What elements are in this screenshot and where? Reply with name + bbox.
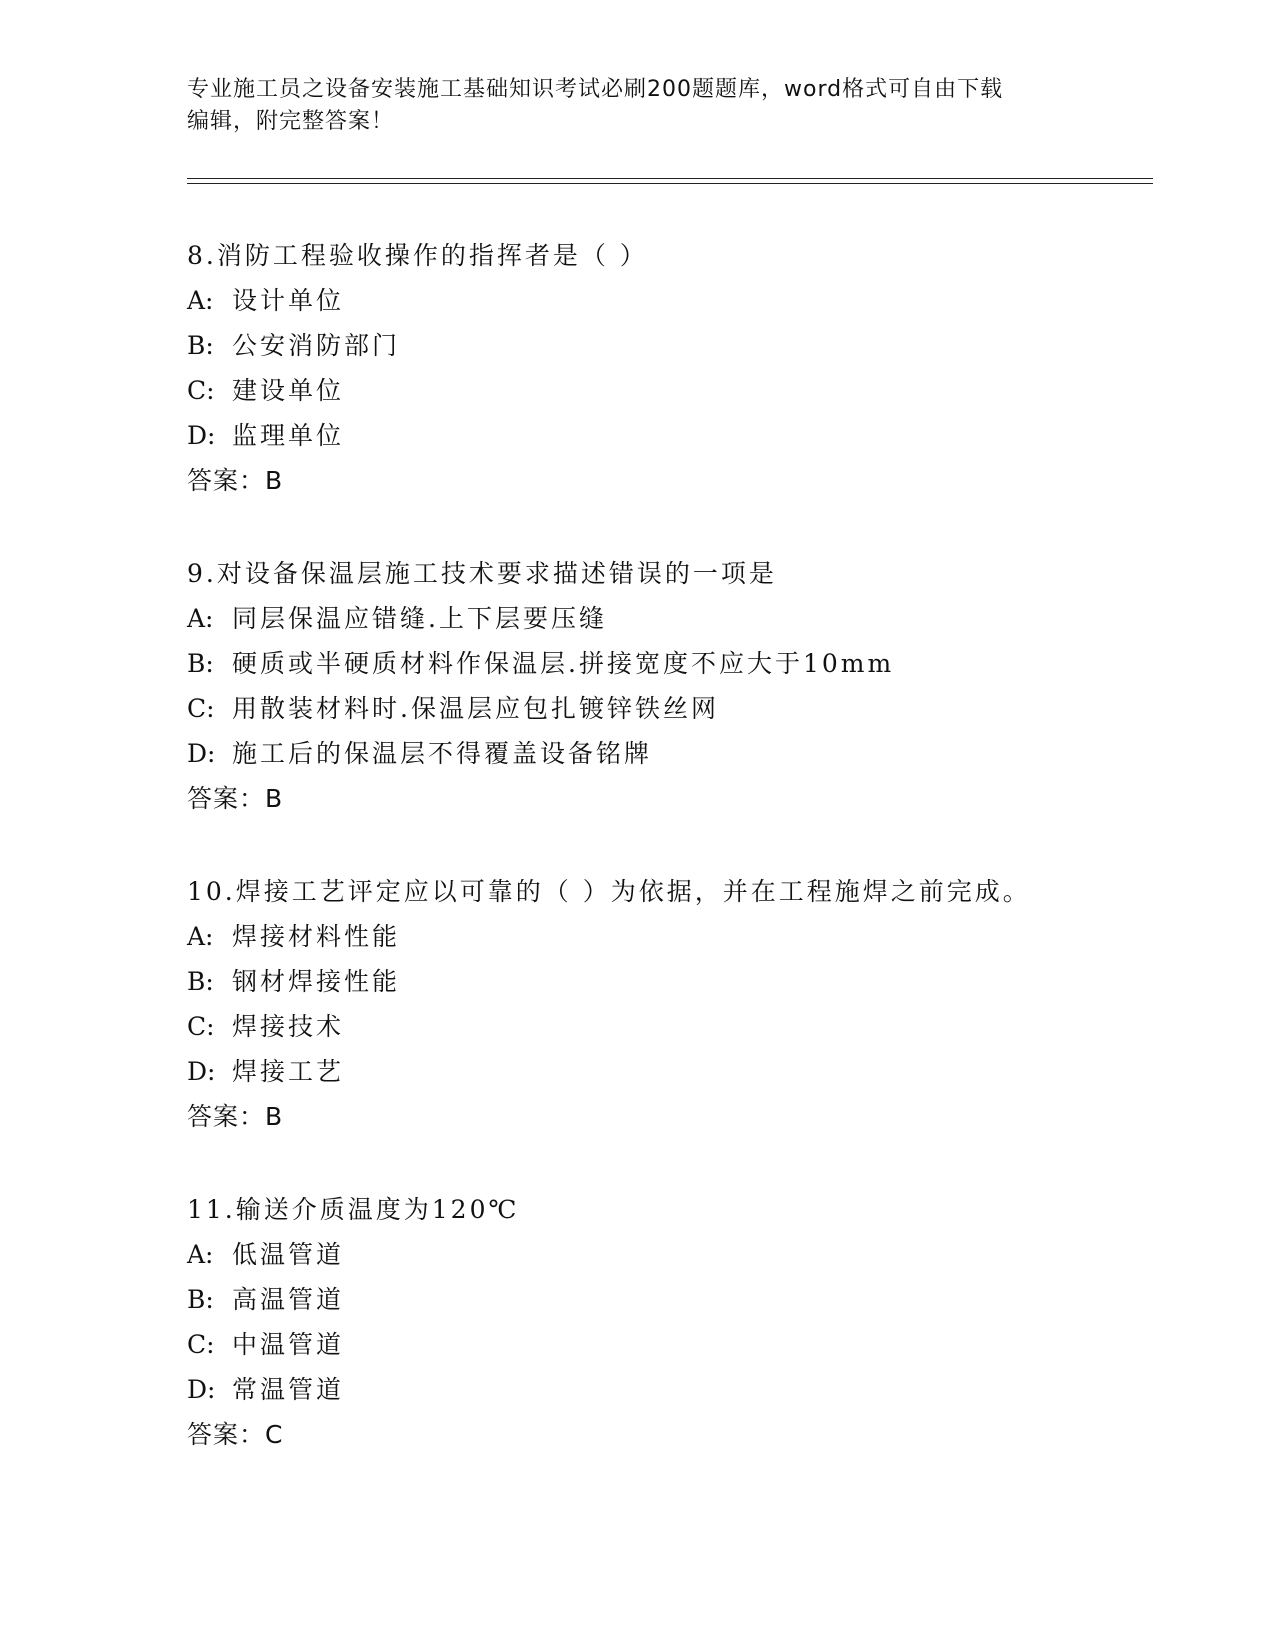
header-line-2: 编辑，附完整答案！: [187, 109, 395, 134]
option-text: 公安消防部门: [232, 331, 401, 360]
question-8: [187, 233, 1147, 551]
option-text: 监理单位: [232, 421, 345, 450]
option-letter: D:: [187, 1057, 216, 1086]
option-text: 常温管道: [232, 1375, 345, 1404]
option-letter: B:: [187, 331, 214, 360]
option-a: [187, 596, 1147, 641]
answer-line: 答案：B: [187, 466, 284, 495]
answer-line: 答案：C: [187, 1420, 284, 1449]
option-letter: A:: [187, 604, 214, 633]
question-stem: 9.对设备保温层施工技术要求描述错误的一项是: [187, 559, 777, 588]
question-stem: 10.焊接工艺评定应以可靠的（ ）为依据，并在工程施焊之前完成。: [187, 877, 1031, 906]
option-text: 焊接材料性能: [232, 922, 401, 951]
option-b: [187, 959, 1147, 1004]
question-10: [187, 869, 1147, 1187]
option-letter: C:: [187, 1012, 215, 1041]
question-stem: 8.消防工程验收操作的指挥者是（ ）: [187, 241, 648, 270]
option-b: [187, 641, 1147, 686]
option-text: 低温管道: [232, 1240, 345, 1269]
option-letter: D:: [187, 421, 216, 450]
option-letter: A:: [187, 922, 214, 951]
option-c: [187, 686, 1147, 731]
option-text: 用散装材料时.保温层应包扎镀锌铁丝网: [232, 694, 719, 723]
question-stem: 11.输送介质温度为120℃: [187, 1195, 520, 1224]
option-text: 设计单位: [232, 286, 345, 315]
option-text: 施工后的保温层不得覆盖设备铭牌: [232, 739, 653, 768]
option-text: 同层保温应错缝.上下层要压缝: [232, 604, 607, 633]
option-letter: C:: [187, 1330, 215, 1359]
option-b: [187, 1277, 1147, 1322]
question-list: [187, 233, 1147, 1505]
option-letter: A:: [187, 286, 214, 315]
option-letter: D:: [187, 739, 216, 768]
option-d: [187, 413, 1147, 458]
option-letter: B:: [187, 1285, 214, 1314]
option-text: 焊接技术: [232, 1012, 345, 1041]
option-letter: B:: [187, 649, 214, 678]
header-line-1: 专业施工员之设备安装施工基础知识考试必刷200题题库，word格式可自由下载: [187, 77, 1004, 102]
answer-line: 答案：B: [187, 784, 284, 813]
option-a: [187, 1232, 1147, 1277]
option-text: 中温管道: [232, 1330, 345, 1359]
option-letter: A:: [187, 1240, 214, 1269]
option-letter: D:: [187, 1375, 216, 1404]
option-d: [187, 1367, 1147, 1412]
option-a: [187, 278, 1147, 323]
option-letter: B:: [187, 967, 214, 996]
option-letter: C:: [187, 376, 215, 405]
answer-line: 答案：B: [187, 1102, 284, 1131]
document-header: [187, 74, 1067, 138]
option-text: 钢材焊接性能: [232, 967, 401, 996]
question-11: [187, 1187, 1147, 1505]
header-divider-bottom: [187, 183, 1153, 184]
option-letter: C:: [187, 694, 215, 723]
option-d: [187, 731, 1147, 776]
option-text: 硬质或半硬质材料作保温层.拼接宽度不应大于10mm: [232, 649, 895, 678]
option-a: [187, 914, 1147, 959]
option-b: [187, 323, 1147, 368]
option-c: [187, 1004, 1147, 1049]
option-d: [187, 1049, 1147, 1094]
header-divider-top: [187, 178, 1153, 179]
option-text: 建设单位: [232, 376, 345, 405]
option-c: [187, 368, 1147, 413]
option-text: 高温管道: [232, 1285, 345, 1314]
option-c: [187, 1322, 1147, 1367]
option-text: 焊接工艺: [232, 1057, 345, 1086]
question-9: [187, 551, 1147, 869]
